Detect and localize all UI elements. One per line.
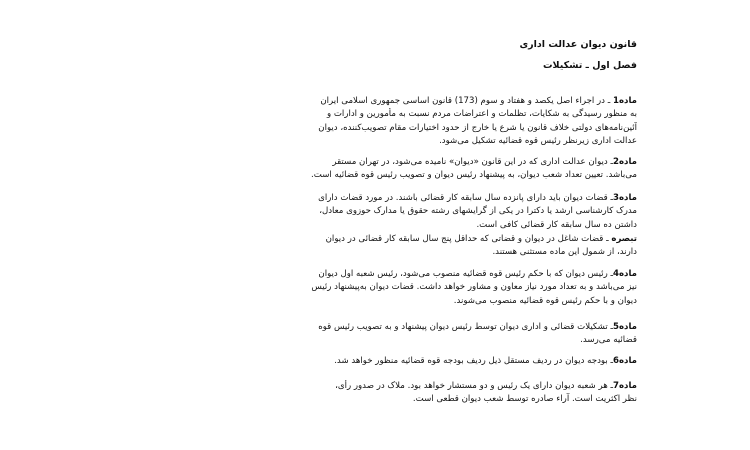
article-line: عدالت اداری زیرنظر رئیس قوه قضائیه تشکیل می‌شود. xyxy=(439,136,637,147)
article-2 xyxy=(107,156,637,183)
article-4 xyxy=(107,268,637,308)
article-heading: تبصره xyxy=(611,234,637,244)
article-line: ماده5ـ تشکیلات قضائی و اداری دیوان توسط رئیس دیوان پیشنهاد و به تصویب رئیس قوه xyxy=(318,322,637,332)
article-heading: ماده6 xyxy=(612,356,637,366)
article-line: می‌باشد. تعیین تعداد شعب دیوان، به پیشنهاد رئیس دیوان و تصویب رئیس قوه قضائیه است. xyxy=(311,170,637,181)
article-7 xyxy=(107,380,637,407)
article-3 xyxy=(107,192,637,232)
article-heading: ماده4 xyxy=(612,269,637,279)
article-1 xyxy=(107,95,637,149)
document-title: قانون دیوان عدالت اداری xyxy=(519,39,637,50)
article-line: به منظور رسیدگی به شکایات، تظلمات و اعتراضات مردم نسبت به مأمورین و ادارات و xyxy=(326,109,637,120)
article-line: نیز می‌باشد و به تعداد مورد نیاز معاون و مشاور خواهد داشت. قضات دیوان به‌پیشنهاد رئیس xyxy=(311,282,637,293)
article-line: تبصره ـ قضات شاغل در دیوان و قضاتی که حداقل پنج سال سابقه کار قضائی در دیوان xyxy=(325,234,637,244)
article-line: مدرک کارشناسی ارشد یا دکترا در یکی از گرایشهای رشته حقوق یا مدارک حوزوی معادل، xyxy=(319,206,637,217)
article-5 xyxy=(107,321,637,348)
article-line: ماده2ـ دیوان عدالت اداری که در این قانون «دیوان» نامیده می‌شود، در تهران مستقر xyxy=(332,157,637,167)
article-line: نظر اکثریت است. آراء صادره توسط شعب دیوان قطعی است. xyxy=(412,394,637,405)
article-line: ماده1 ـ در اجراء اصل یکصد و هفتاد و سوم (173) قانون اساسی جمهوری اسلامی ایران xyxy=(320,96,637,106)
article-line: ماده3ـ قضات دیوان باید دارای پانزده سال سابقه کار قضائی باشند. در مورد قضات دارای xyxy=(318,193,637,203)
chapter-heading: فصل اول ـ تشکیلات xyxy=(542,60,637,71)
article-heading: ماده5 xyxy=(612,322,637,332)
article-line: ماده6ـ بودجه دیوان در ردیف مستقل ذیل ردیف بودجه قوه قضائیه منظور خواهد شد. xyxy=(334,356,637,366)
article-line: آئین‌نامه‌های دولتی خلاف قانون یا شرع یا خارج از حدود اختیارات مقام تصویب‌کننده، دیوان xyxy=(318,122,637,133)
article-line: ماده4ـ رئیس دیوان که با حکم رئیس قوه قضائیه منصوب می‌شود، رئیس شعبه اول دیوان xyxy=(318,269,637,279)
article-line: قضائیه می‌رسد. xyxy=(580,335,637,346)
article-heading: ماده3 xyxy=(612,193,637,203)
article-heading: ماده2 xyxy=(612,157,637,167)
article-line: دیوان و با حکم رئیس قوه قضائیه منصوب می‌شوند. xyxy=(453,295,637,306)
article-line: دارند، از شمول این ماده مستثنی هستند. xyxy=(492,247,637,258)
article-line: داشتن ده سال سابقه کار قضائی کافی است. xyxy=(476,219,637,230)
article-line: ماده7ـ هر شعبه دیوان دارای یک رئیس و دو مستشار خواهد بود. ملاک در صدور رأی، xyxy=(335,381,637,391)
article-note xyxy=(107,233,637,260)
article-heading: ماده1 xyxy=(612,96,637,106)
article-heading: ماده7 xyxy=(612,381,637,391)
article-6 xyxy=(107,355,637,368)
